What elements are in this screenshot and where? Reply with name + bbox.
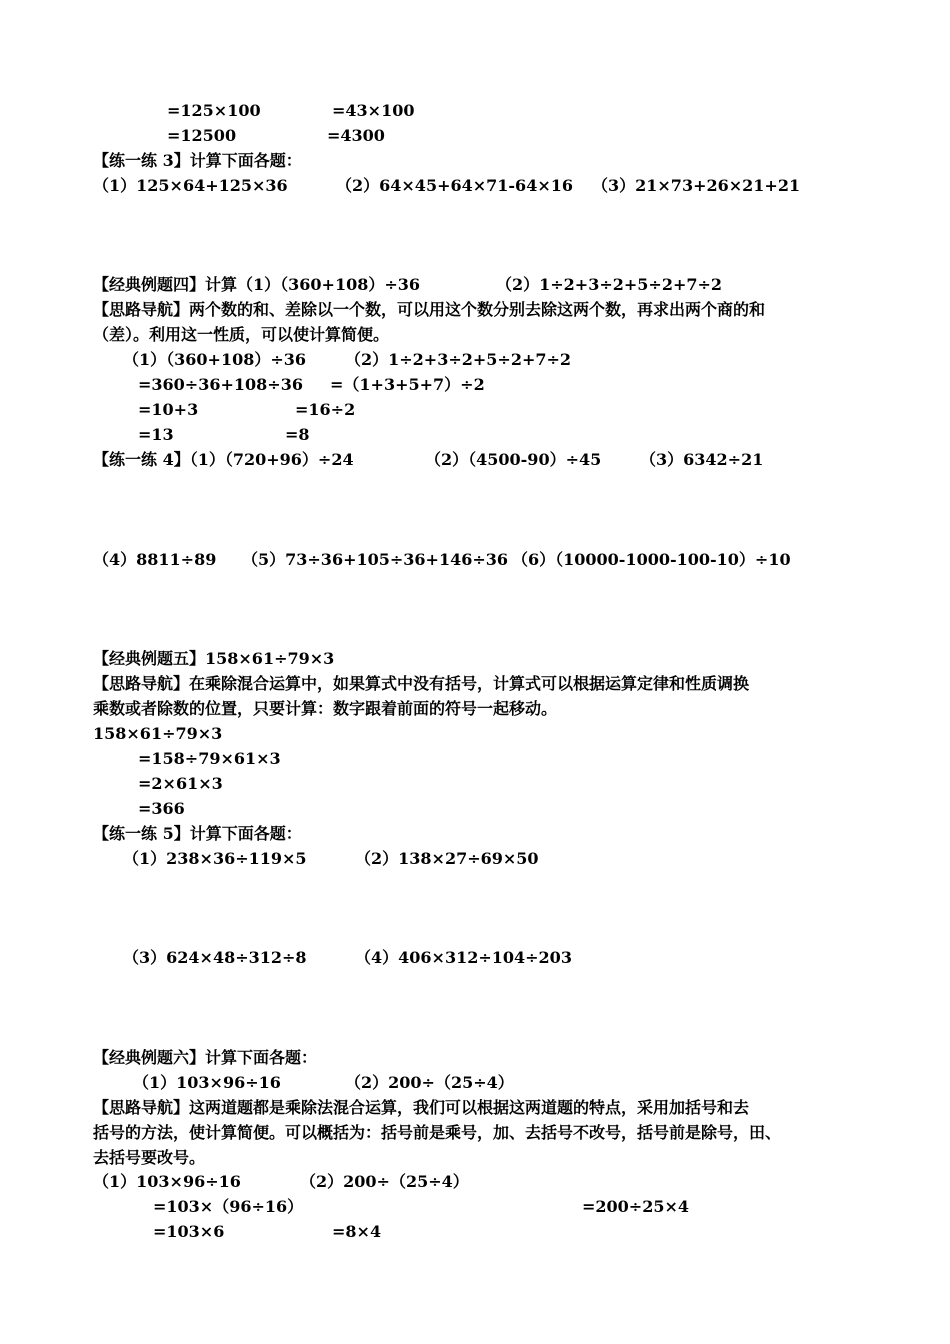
example6-question: （1）103×96÷16: [133, 1073, 281, 1092]
practice3-heading: 【练一练 3】计算下面各题：: [93, 151, 302, 170]
example5-solution-line: =158÷79×61×3: [138, 749, 281, 768]
practice3-question: （1）125×64+125×36: [93, 176, 288, 195]
example5-guide: 乘数或者除数的位置，只要计算：数字跟着前面的符号一起移动。: [93, 699, 558, 718]
carry-over-line: =125×100: [167, 101, 261, 120]
example6-guide: 去括号要改号。: [93, 1148, 206, 1167]
practice5-heading: 【练一练 5】计算下面各题：: [93, 824, 302, 843]
carry-over-line: =12500: [167, 126, 237, 145]
example4-solution-line: =（1+3+5+7）÷2: [330, 375, 485, 394]
example4-solution-line: =360÷36+108÷36: [138, 375, 303, 394]
practice5-question: （2）138×27÷69×50: [355, 849, 539, 868]
example6-solution-line: （2）200÷（25÷4）: [300, 1172, 469, 1191]
example5-guide: 【思路导航】在乘除混合运算中，如果算式中没有括号，计算式可以根据运算定律和性质调换: [93, 674, 750, 693]
example4-solution-line: =13: [138, 425, 174, 444]
example4-guide: （差）。利用这一性质，可以使计算简便。: [93, 325, 390, 344]
example4-heading-q2: （2）1÷2+3÷2+5÷2+7÷2: [496, 275, 723, 294]
example4-heading: 【经典例题四】计算（1）（360+108）÷36: [93, 275, 421, 294]
example6-solution-line: =103×6: [153, 1222, 225, 1241]
example5-solution-line: 158×61÷79×3: [93, 724, 223, 743]
example6-solution-line: =200÷25×4: [582, 1197, 690, 1216]
practice5-question: （1）238×36÷119×5: [123, 849, 307, 868]
example6-solution-line: （1）103×96÷16: [93, 1172, 241, 1191]
example5-solution-line: =366: [138, 799, 185, 818]
practice5-question: （4）406×312÷104÷203: [355, 948, 572, 967]
example4-solution-line: =16÷2: [295, 400, 356, 419]
example6-heading: 【经典例题六】计算下面各题：: [93, 1048, 318, 1067]
example6-question: （2）200÷（25÷4）: [345, 1073, 514, 1092]
example4-guide: 【思路导航】两个数的和、差除以一个数，可以用这个数分别去除这两个数，再求出两个商的和: [93, 300, 766, 319]
example6-solution-line: =103×（96÷16）: [153, 1197, 304, 1216]
example6-guide: 括号的方法，使计算简便。可以概括为：括号前是乘号，加、去括号不改号，括号前是除号，田、: [93, 1123, 782, 1142]
example5-solution-line: =2×61×3: [138, 774, 223, 793]
practice4-heading: 【练一练 4】（1）（720+96）÷24: [93, 450, 354, 469]
carry-over-line: =43×100: [332, 101, 415, 120]
example4-solution-line: =10+3: [138, 400, 199, 419]
carry-over-line: =4300: [327, 126, 385, 145]
example4-solution-line: （2）1÷2+3÷2+5÷2+7÷2: [345, 350, 572, 369]
practice4-question: （3）6342÷21: [640, 450, 764, 469]
practice4-question: （5）73÷36+105÷36+146÷36: [242, 550, 509, 569]
example5-heading: 【经典例题五】158×61÷79×3: [93, 649, 335, 668]
example6-solution-line: =8×4: [332, 1222, 382, 1241]
example4-solution-line: （1）（360+108）÷36: [123, 350, 307, 369]
example4-solution-line: =8: [285, 425, 310, 444]
example6-guide: 【思路导航】这两道题都是乘除法混合运算，我们可以根据这两道题的特点，采用加括号和去: [93, 1098, 750, 1117]
practice4-question: （6）（10000-1000-100-10）÷10: [512, 550, 791, 569]
practice5-question: （3）624×48÷312÷8: [123, 948, 307, 967]
practice3-question: （3）21×73+26×21+21: [592, 176, 801, 195]
practice4-question: （4）8811÷89: [93, 550, 217, 569]
practice3-question: （2）64×45+64×71-64×16: [336, 176, 573, 195]
practice4-question: （2）（4500-90）÷45: [425, 450, 602, 469]
